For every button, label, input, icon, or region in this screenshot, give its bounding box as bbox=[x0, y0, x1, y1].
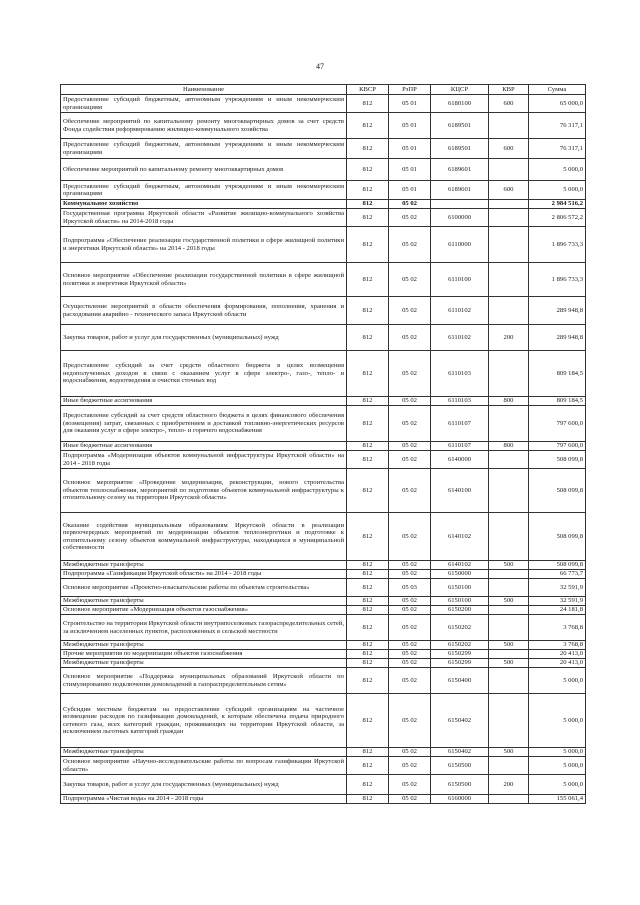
table-header-row bbox=[61, 85, 586, 95]
cell-kvr bbox=[489, 200, 529, 209]
cell-kvsr: 812 bbox=[347, 227, 389, 263]
col-header-kcsr: КЦСР bbox=[431, 85, 489, 95]
cell-sum: 1 896 733,3 bbox=[529, 227, 586, 263]
cell-rzpr: 05 02 bbox=[389, 775, 431, 795]
cell-kvsr: 812 bbox=[347, 113, 389, 139]
cell-name: Основное мероприятие «Научно-исследовательские работы по вопросам газификации Иркутской области» bbox=[61, 757, 347, 775]
cell-kcsr bbox=[431, 200, 489, 209]
cell-kvsr: 812 bbox=[347, 757, 389, 775]
table-row bbox=[61, 570, 586, 579]
cell-name: Государственная программа Иркутской области «Развитие жилищно-коммунального хозяйства Иркутской области» на 2014-2018 годы bbox=[61, 209, 347, 227]
table-row bbox=[61, 227, 586, 263]
cell-rzpr: 05 02 bbox=[389, 668, 431, 694]
cell-name: Основное мероприятие «Обеспечение реализации государственной политики в сфере жилищной политики и энергетики Иркутской области» bbox=[61, 263, 347, 297]
cell-rzpr: 05 01 bbox=[389, 181, 431, 200]
col-header-kvsr: КВСР bbox=[347, 85, 389, 95]
cell-rzpr: 05 02 bbox=[389, 748, 431, 757]
cell-kvsr: 812 bbox=[347, 694, 389, 748]
cell-kvr: 500 bbox=[489, 748, 529, 757]
cell-rzpr: 05 02 bbox=[389, 795, 431, 804]
cell-kcsr: 6150299 bbox=[431, 659, 489, 668]
cell-rzpr: 05 02 bbox=[389, 757, 431, 775]
cell-kvsr: 812 bbox=[347, 451, 389, 469]
cell-kvsr: 812 bbox=[347, 263, 389, 297]
cell-kvr bbox=[489, 694, 529, 748]
cell-kvsr: 812 bbox=[347, 606, 389, 615]
cell-sum: 20 413,0 bbox=[529, 650, 586, 659]
cell-sum: 32 591,9 bbox=[529, 597, 586, 606]
cell-kvr: 600 bbox=[489, 95, 529, 113]
table-row bbox=[61, 795, 586, 804]
cell-rzpr: 05 02 bbox=[389, 606, 431, 615]
table-row bbox=[61, 397, 586, 406]
table-row bbox=[61, 659, 586, 668]
table-row bbox=[61, 263, 586, 297]
cell-sum: 76 317,1 bbox=[529, 139, 586, 159]
cell-kvr bbox=[489, 615, 529, 641]
cell-name: Межбюджетные трансферты bbox=[61, 748, 347, 757]
cell-sum: 20 413,0 bbox=[529, 659, 586, 668]
cell-kvsr: 812 bbox=[347, 297, 389, 325]
cell-rzpr: 05 01 bbox=[389, 95, 431, 113]
cell-name: Обеспечение мероприятий по капитальному ремонту многоквартирных домов за счет средств Фонда содействия реформированию жилищно-коммунального хозяйства bbox=[61, 113, 347, 139]
table-row bbox=[61, 113, 586, 139]
cell-kvr bbox=[489, 795, 529, 804]
cell-kvr bbox=[489, 668, 529, 694]
cell-name: Предоставление субсидий бюджетным, автономным учреждениям и иным некоммерческим организациям bbox=[61, 181, 347, 200]
cell-rzpr: 05 02 bbox=[389, 469, 431, 513]
cell-sum: 809 184,5 bbox=[529, 351, 586, 397]
cell-name: Иные бюджетные ассигнования bbox=[61, 442, 347, 451]
cell-sum: 5 000,0 bbox=[529, 775, 586, 795]
cell-rzpr: 05 02 bbox=[389, 650, 431, 659]
cell-kcsr: 6189501 bbox=[431, 113, 489, 139]
col-header-kvr: КВР bbox=[489, 85, 529, 95]
table-row bbox=[61, 469, 586, 513]
cell-kvsr: 812 bbox=[347, 668, 389, 694]
cell-name: Подпрограмма «Обеспечение реализации государственной политики в сфере жилищной политики и энергетики Иркутской области» на 2014 - 2018 годы bbox=[61, 227, 347, 263]
cell-name: Подпрограмма «Модернизация объектов коммунальной инфраструктуры Иркутской области» на 2014 - 2018 годы bbox=[61, 451, 347, 469]
cell-name: Основное мероприятие «Поддержка муниципальных образований Иркутской области по стимулированию подключения домовладений к газораспределительным сетям» bbox=[61, 668, 347, 694]
cell-sum: 5 000,0 bbox=[529, 694, 586, 748]
table-row bbox=[61, 200, 586, 209]
cell-kcsr: 6110107 bbox=[431, 406, 489, 442]
cell-kvsr: 812 bbox=[347, 442, 389, 451]
cell-kcsr: 6110107 bbox=[431, 442, 489, 451]
cell-sum: 797 600,0 bbox=[529, 442, 586, 451]
cell-kvsr: 812 bbox=[347, 579, 389, 597]
cell-rzpr: 05 02 bbox=[389, 597, 431, 606]
cell-kcsr: 6180100 bbox=[431, 95, 489, 113]
table-row bbox=[61, 406, 586, 442]
cell-kvsr: 812 bbox=[347, 406, 389, 442]
cell-kvr bbox=[489, 263, 529, 297]
cell-kvsr: 812 bbox=[347, 397, 389, 406]
cell-kvr bbox=[489, 297, 529, 325]
cell-kcsr: 6140102 bbox=[431, 561, 489, 570]
cell-kcsr: 6189501 bbox=[431, 139, 489, 159]
cell-kcsr: 6150400 bbox=[431, 668, 489, 694]
cell-kvr: 500 bbox=[489, 561, 529, 570]
cell-name: Предоставление субсидий за счет средств областного бюджета в целях возмещения недополученных доходов в связи с оказанием услуг в сфере электро-, газо-, тепло- и водоснабжения, водоотведения и очистки сточных вод bbox=[61, 351, 347, 397]
cell-kvr: 500 bbox=[489, 597, 529, 606]
cell-sum: 155 061,4 bbox=[529, 795, 586, 804]
table-row bbox=[61, 95, 586, 113]
cell-sum: 508 099,8 bbox=[529, 513, 586, 561]
cell-kvr bbox=[489, 570, 529, 579]
table-row bbox=[61, 606, 586, 615]
cell-kcsr: 6150100 bbox=[431, 597, 489, 606]
cell-name: Предоставление субсидий бюджетным, автономным учреждениям и иным некоммерческим организациям bbox=[61, 139, 347, 159]
table-row bbox=[61, 209, 586, 227]
cell-sum: 3 768,8 bbox=[529, 615, 586, 641]
cell-kvsr: 812 bbox=[347, 200, 389, 209]
table-row bbox=[61, 650, 586, 659]
cell-sum: 65 000,0 bbox=[529, 95, 586, 113]
cell-rzpr: 05 02 bbox=[389, 200, 431, 209]
cell-name: Основное мероприятие «Проектно-изыскательские работы по объектам строительства» bbox=[61, 579, 347, 597]
cell-kvsr: 812 bbox=[347, 139, 389, 159]
table-row bbox=[61, 159, 586, 181]
cell-sum: 76 317,1 bbox=[529, 113, 586, 139]
cell-kvsr: 812 bbox=[347, 795, 389, 804]
cell-rzpr: 05 02 bbox=[389, 406, 431, 442]
table-row bbox=[61, 139, 586, 159]
cell-rzpr: 05 02 bbox=[389, 397, 431, 406]
cell-name: Подпрограмма «Газификация Иркутской области» на 2014 - 2018 годы bbox=[61, 570, 347, 579]
table-row bbox=[61, 561, 586, 570]
cell-kvsr: 812 bbox=[347, 513, 389, 561]
cell-rzpr: 05 02 bbox=[389, 209, 431, 227]
cell-name: Иные бюджетные ассигнования bbox=[61, 397, 347, 406]
cell-kcsr: 6110000 bbox=[431, 227, 489, 263]
cell-sum: 5 000,0 bbox=[529, 668, 586, 694]
cell-name: Обеспечение мероприятий по капитальному ремонту многоквартирных домов bbox=[61, 159, 347, 181]
cell-kvr: 200 bbox=[489, 325, 529, 351]
cell-kcsr: 6100000 bbox=[431, 209, 489, 227]
cell-kvr bbox=[489, 451, 529, 469]
table-row bbox=[61, 748, 586, 757]
cell-kvr bbox=[489, 227, 529, 263]
cell-kcsr: 6150402 bbox=[431, 748, 489, 757]
col-header-rzpr: РзПР bbox=[389, 85, 431, 95]
cell-rzpr: 05 02 bbox=[389, 641, 431, 650]
cell-kvsr: 812 bbox=[347, 95, 389, 113]
cell-name: Подпрограмма «Чистая вода» на 2014 - 2018 годы bbox=[61, 795, 347, 804]
cell-kvsr: 812 bbox=[347, 650, 389, 659]
cell-kvsr: 812 bbox=[347, 469, 389, 513]
cell-name: Межбюджетные трансферты bbox=[61, 561, 347, 570]
cell-rzpr: 05 02 bbox=[389, 694, 431, 748]
col-header-sum: Сумма bbox=[529, 85, 586, 95]
cell-kvsr: 812 bbox=[347, 351, 389, 397]
cell-kcsr: 6110100 bbox=[431, 263, 489, 297]
cell-kvr: 800 bbox=[489, 442, 529, 451]
cell-rzpr: 05 02 bbox=[389, 297, 431, 325]
cell-sum: 5 000,0 bbox=[529, 159, 586, 181]
cell-kcsr: 6160000 bbox=[431, 795, 489, 804]
cell-sum: 797 600,0 bbox=[529, 406, 586, 442]
cell-sum: 5 000,0 bbox=[529, 757, 586, 775]
cell-kcsr: 6150200 bbox=[431, 606, 489, 615]
cell-kcsr: 6150299 bbox=[431, 650, 489, 659]
cell-sum: 508 099,8 bbox=[529, 561, 586, 570]
cell-name: Коммунальное хозяйство bbox=[61, 200, 347, 209]
cell-kcsr: 6140000 bbox=[431, 451, 489, 469]
cell-kvsr: 812 bbox=[347, 659, 389, 668]
cell-name: Предоставление субсидий бюджетным, автономным учреждениям и иным некоммерческим организациям bbox=[61, 95, 347, 113]
table-row bbox=[61, 442, 586, 451]
cell-name: Основное мероприятие «Модернизация объектов газоснабжения» bbox=[61, 606, 347, 615]
cell-name: Закупка товаров, работ и услуг для государственных (муниципальных) нужд bbox=[61, 775, 347, 795]
cell-sum: 508 099,8 bbox=[529, 451, 586, 469]
cell-rzpr: 05 01 bbox=[389, 113, 431, 139]
table-row bbox=[61, 641, 586, 650]
cell-name: Основное мероприятие «Проведение модернизации, реконструкции, нового строительства объектов теплоснабжения, мероприятий по подготовке объектов коммунальной инфраструктуры к отопительному сезону на территории Иркутской области» bbox=[61, 469, 347, 513]
cell-kvsr: 812 bbox=[347, 570, 389, 579]
cell-kcsr: 6140100 bbox=[431, 469, 489, 513]
cell-name: Прочие мероприятия по модернизации объектов газоснабжения bbox=[61, 650, 347, 659]
cell-sum: 5 000,0 bbox=[529, 748, 586, 757]
cell-kvr bbox=[489, 159, 529, 181]
cell-name: Предоставление субсидий за счет средств областного бюджета в целях финансового обеспечения (возмещения) затрат, связанных с приобретением и доставкой топливно-энергетических ресурсов для оказания услуг в сфере электро-, тепло- и горячего водоснабжения bbox=[61, 406, 347, 442]
cell-name: Закупка товаров, работ и услуг для государственных (муниципальных) нужд bbox=[61, 325, 347, 351]
cell-kvr: 500 bbox=[489, 659, 529, 668]
cell-rzpr: 05 02 bbox=[389, 570, 431, 579]
cell-sum: 32 591,9 bbox=[529, 579, 586, 597]
cell-kvr bbox=[489, 579, 529, 597]
cell-kcsr: 6189601 bbox=[431, 159, 489, 181]
cell-kvr bbox=[489, 606, 529, 615]
table-row bbox=[61, 181, 586, 200]
cell-rzpr: 05 02 bbox=[389, 442, 431, 451]
cell-rzpr: 05 01 bbox=[389, 139, 431, 159]
cell-sum: 1 896 733,3 bbox=[529, 263, 586, 297]
cell-rzpr: 05 02 bbox=[389, 659, 431, 668]
cell-kcsr: 6150000 bbox=[431, 570, 489, 579]
table-row bbox=[61, 757, 586, 775]
cell-sum: 2 984 516,2 bbox=[529, 200, 586, 209]
cell-rzpr: 05 02 bbox=[389, 561, 431, 570]
cell-rzpr: 05 02 bbox=[389, 451, 431, 469]
cell-sum: 3 768,8 bbox=[529, 641, 586, 650]
table-row bbox=[61, 325, 586, 351]
cell-sum: 289 948,8 bbox=[529, 325, 586, 351]
cell-sum: 508 099,8 bbox=[529, 469, 586, 513]
cell-kvsr: 812 bbox=[347, 209, 389, 227]
table-row bbox=[61, 579, 586, 597]
table-row bbox=[61, 668, 586, 694]
cell-rzpr: 05 02 bbox=[389, 227, 431, 263]
cell-name: Оказание содействия муниципальным образованиям Иркутской области в реализации первоочередных мероприятий по модернизации объектов теплоэнергетики и подготовке к отопительному сезону объектов коммунальной инфраструктуры, находящихся в муниципальной собственности bbox=[61, 513, 347, 561]
cell-sum: 66 773,7 bbox=[529, 570, 586, 579]
cell-kcsr: 6150500 bbox=[431, 757, 489, 775]
cell-kvsr: 812 bbox=[347, 597, 389, 606]
cell-kvr bbox=[489, 757, 529, 775]
cell-rzpr: 05 02 bbox=[389, 615, 431, 641]
cell-kvr bbox=[489, 469, 529, 513]
cell-rzpr: 05 02 bbox=[389, 513, 431, 561]
table-row bbox=[61, 694, 586, 748]
cell-kvr bbox=[489, 650, 529, 659]
cell-kvr bbox=[489, 406, 529, 442]
cell-name: Межбюджетные трансферты bbox=[61, 641, 347, 650]
cell-name: Межбюджетные трансферты bbox=[61, 659, 347, 668]
cell-name: Межбюджетные трансферты bbox=[61, 597, 347, 606]
cell-name: Осуществление мероприятий в области обеспечения формирования, пополнения, хранения и расходования аварийно - технического запаса Иркутской области bbox=[61, 297, 347, 325]
table-row bbox=[61, 597, 586, 606]
page-number: 47 bbox=[316, 62, 324, 71]
cell-kvsr: 812 bbox=[347, 561, 389, 570]
cell-kcsr: 6150100 bbox=[431, 579, 489, 597]
cell-sum: 24 181,8 bbox=[529, 606, 586, 615]
table-row bbox=[61, 775, 586, 795]
cell-kvsr: 812 bbox=[347, 325, 389, 351]
col-header-name: Наименование bbox=[61, 85, 347, 95]
cell-kcsr: 6110103 bbox=[431, 397, 489, 406]
budget-table bbox=[60, 84, 586, 804]
cell-kvsr: 812 bbox=[347, 641, 389, 650]
cell-kcsr: 6150402 bbox=[431, 694, 489, 748]
cell-kvr bbox=[489, 351, 529, 397]
cell-kvsr: 812 bbox=[347, 159, 389, 181]
table-row bbox=[61, 297, 586, 325]
cell-sum: 809 184,5 bbox=[529, 397, 586, 406]
cell-sum: 5 000,0 bbox=[529, 181, 586, 200]
cell-sum: 2 806 572,2 bbox=[529, 209, 586, 227]
cell-kvr bbox=[489, 513, 529, 561]
cell-rzpr: 05 01 bbox=[389, 159, 431, 181]
cell-rzpr: 05 02 bbox=[389, 351, 431, 397]
table-row bbox=[61, 615, 586, 641]
cell-kvsr: 812 bbox=[347, 775, 389, 795]
cell-kvr bbox=[489, 209, 529, 227]
cell-kvr: 500 bbox=[489, 641, 529, 650]
table-body bbox=[61, 95, 586, 804]
cell-sum: 289 948,8 bbox=[529, 297, 586, 325]
cell-kvr: 600 bbox=[489, 139, 529, 159]
cell-kvsr: 812 bbox=[347, 615, 389, 641]
cell-kvsr: 812 bbox=[347, 181, 389, 200]
cell-kcsr: 6110102 bbox=[431, 297, 489, 325]
cell-kcsr: 6150202 bbox=[431, 641, 489, 650]
table-row bbox=[61, 351, 586, 397]
cell-rzpr: 05 02 bbox=[389, 263, 431, 297]
cell-kcsr: 6110103 bbox=[431, 351, 489, 397]
table-row bbox=[61, 451, 586, 469]
cell-kcsr: 6140102 bbox=[431, 513, 489, 561]
cell-kvr: 800 bbox=[489, 397, 529, 406]
cell-kcsr: 6189601 bbox=[431, 181, 489, 200]
cell-kvr: 600 bbox=[489, 181, 529, 200]
table-row bbox=[61, 513, 586, 561]
cell-rzpr: 05 02 bbox=[389, 325, 431, 351]
cell-kcsr: 6150202 bbox=[431, 615, 489, 641]
cell-kvr bbox=[489, 113, 529, 139]
cell-kvsr: 812 bbox=[347, 748, 389, 757]
cell-kvr: 200 bbox=[489, 775, 529, 795]
cell-rzpr: 05 03 bbox=[389, 579, 431, 597]
cell-kcsr: 6110102 bbox=[431, 325, 489, 351]
cell-kcsr: 6150500 bbox=[431, 775, 489, 795]
cell-name: Строительство на территории Иркутской области внутрипоселковых газораспределительных сетей, за исключением населенных пунктов, расположенных в сельской местности bbox=[61, 615, 347, 641]
cell-name: Субсидии местным бюджетам на предоставление субсидий организациям на частичное возмещение расходов по газификации домовладений, к которым обеспечена подача природного сетевого газа, всех категорий граждан, проживающих на территории Иркутской области, за исключением льготных категорий граждан bbox=[61, 694, 347, 748]
